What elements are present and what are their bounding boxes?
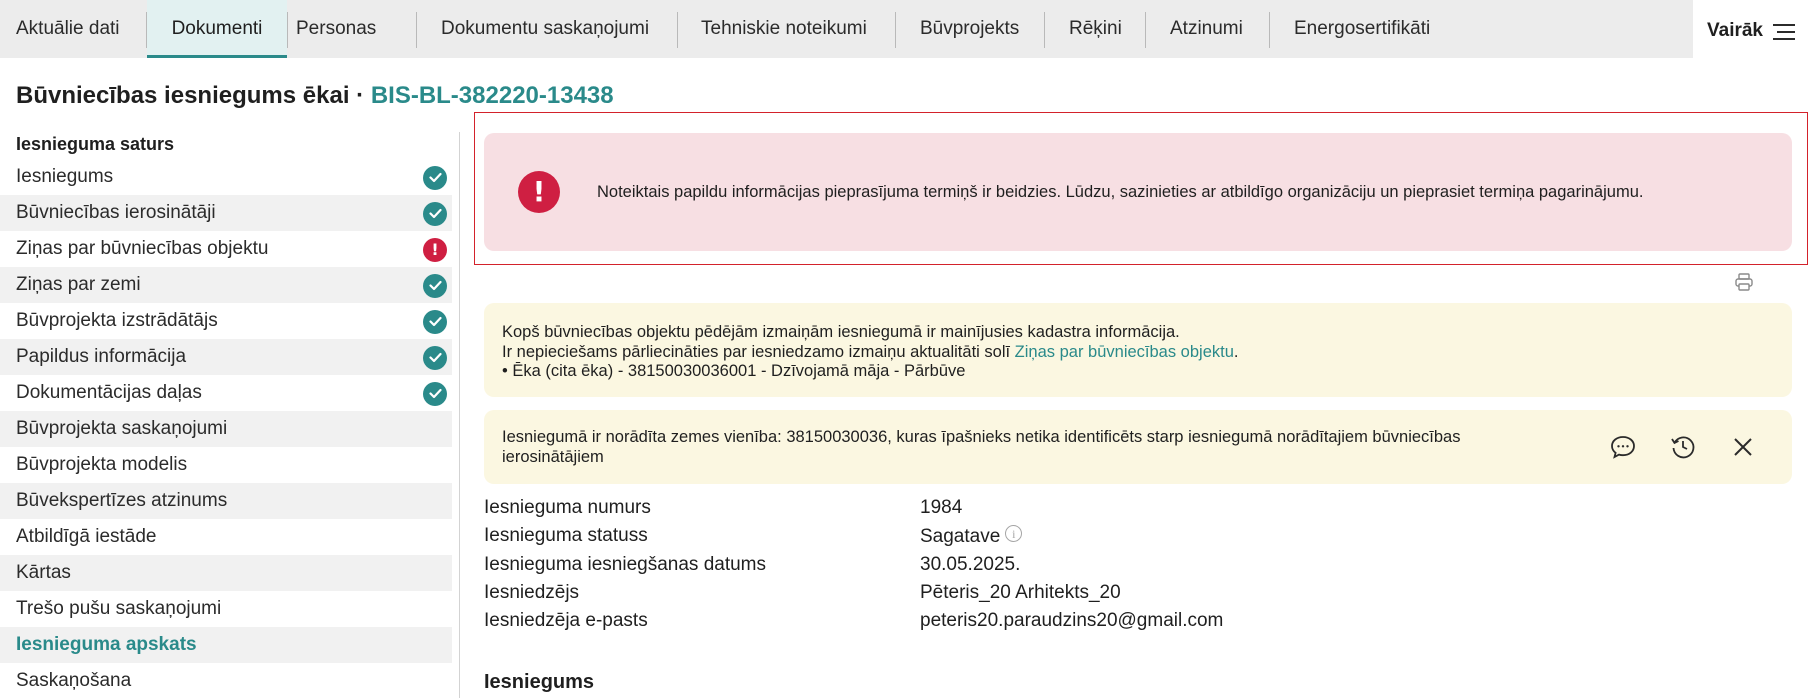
sidebar-item-label: Būvekspertīzes atzinums (16, 490, 228, 511)
land-owner-notice (484, 410, 1792, 484)
document-code: BIS-BL-382220-13438 (370, 82, 614, 109)
info-icon[interactable]: i (1005, 525, 1022, 542)
sidebar-divider (459, 132, 460, 698)
exclamation-circle-icon: ! (518, 171, 560, 213)
detail-label: Iesnieguma statuss (484, 525, 648, 546)
notice-line: Kopš būvniecības objektu pēdējām izmaiņām iesniegumā ir mainījusies kadastra informācija. (502, 323, 1180, 341)
notice-line: • Ēka (cita ēka) - 38150030036001 - Dzīvojamā māja - Pārbūve (502, 362, 966, 380)
tab-energosertifikati[interactable]: Energosertifikāti (1294, 18, 1431, 39)
notice-line (502, 343, 1774, 363)
check-circle-icon (423, 382, 447, 406)
tab-buvprojekts[interactable]: Būvprojekts (920, 18, 1020, 39)
detail-value: 1984 (920, 497, 963, 518)
chat-bubble-icon[interactable] (1608, 432, 1638, 462)
notice-text: Ir nepieciešams pārliecināties par iesniedzamo izmaiņu aktualitāti solī (502, 342, 1015, 361)
detail-value: Pēteris_20 Arhitekts_20 (920, 582, 1121, 603)
sidebar-item-label: Būvniecības ierosinātāji (16, 202, 216, 223)
sidebar-item[interactable] (0, 591, 452, 627)
detail-label: Iesniedzēja e-pasts (484, 610, 648, 631)
sidebar-item-label: Ziņas par būvniecības objektu (16, 238, 269, 259)
tab-separator (416, 12, 417, 48)
detail-label: Iesnieguma iesniegšanas datums (484, 554, 767, 575)
sidebar-item-label: Būvprojekta modelis (16, 454, 188, 475)
detail-label: Iesnieguma numurs (484, 497, 651, 518)
more-menu-button[interactable] (1693, 0, 1811, 58)
sidebar-item[interactable] (0, 555, 452, 591)
page-title (16, 82, 614, 110)
tab-separator (895, 12, 896, 48)
land-owner-notice-text: Iesniegumā ir norādīta zemes vienība: 38150030036, kuras īpašnieks netika identificēts starp iesniegumā norādītajiem būvniecības ierosinātājiem (502, 428, 1461, 466)
sidebar-item[interactable] (0, 231, 452, 267)
top-tab-bar (0, 0, 1811, 58)
sidebar-item-label: Būvprojekta izstrādātājs (16, 310, 218, 331)
section-title: Iesniegums (484, 671, 595, 693)
history-clock-icon[interactable] (1668, 432, 1698, 462)
object-info-link[interactable]: Ziņas par būvniecības objektu (1014, 342, 1234, 361)
sidebar-item[interactable] (0, 663, 452, 698)
sidebar-item-label: Ziņas par zemi (16, 274, 141, 295)
notice-text: . (1233, 342, 1239, 361)
check-circle-icon (423, 274, 447, 298)
sidebar-item[interactable] (0, 339, 452, 375)
tab-aktualie-dati[interactable]: Aktuālie dati (16, 18, 120, 39)
sidebar-item-label: Atbildīgā iestāde (16, 526, 157, 547)
check-circle-icon (423, 310, 447, 334)
check-circle-icon (423, 166, 447, 190)
sidebar-item[interactable] (0, 411, 452, 447)
error-alert-text: Noteiktais papildu informācijas pieprasījuma termiņš ir beidzies. Lūdzu, sazinieties ar atbildīgo organizāciju un pieprasiet termiņa pagarinājumu. (597, 183, 1644, 201)
sidebar-item[interactable] (0, 483, 452, 519)
sidebar-item[interactable] (0, 375, 452, 411)
detail-value: 30.05.2025. (920, 554, 1021, 575)
sidebar-item[interactable] (0, 303, 452, 339)
sidebar-item-label: Trešo pušu saskaņojumi (16, 598, 222, 619)
check-circle-icon (423, 202, 447, 226)
tab-dokumentu-saskanojumi[interactable]: Dokumentu saskaņojumi (441, 18, 650, 39)
detail-label: Iesniedzējs (484, 582, 580, 603)
tab-tehniskie-noteikumi[interactable]: Tehniskie noteikumi (701, 18, 867, 39)
tab-personas[interactable]: Personas (296, 18, 377, 39)
sidebar-item-label: Iesniegums (16, 166, 114, 187)
sidebar-item-label: Saskaņošana (16, 670, 132, 691)
detail-status-value (920, 525, 1022, 548)
sidebar-item-label: Kārtas (16, 562, 71, 583)
more-menu-label: Vairāk (1707, 20, 1763, 41)
check-circle-icon (423, 346, 447, 370)
sidebar-item[interactable] (0, 195, 452, 231)
sidebar-item[interactable] (0, 447, 452, 483)
error-alert (484, 133, 1792, 251)
tab-rekini[interactable]: Rēķini (1069, 18, 1122, 39)
printer-icon[interactable] (1734, 272, 1754, 297)
hamburger-menu-icon (1773, 24, 1795, 45)
status-value: Sagatave (920, 526, 1001, 547)
sidebar-item[interactable] (0, 267, 452, 303)
sidebar-item-label: Dokumentācijas daļas (16, 382, 202, 403)
tab-dokumenti[interactable]: Dokumenti (147, 0, 287, 58)
close-icon[interactable] (1728, 432, 1758, 462)
tab-separator (677, 12, 678, 48)
sidebar-item[interactable] (0, 159, 452, 195)
sidebar-item[interactable] (0, 627, 452, 663)
tab-atzinumi[interactable]: Atzinumi (1170, 18, 1243, 39)
sidebar-heading: Iesnieguma saturs (16, 134, 175, 154)
tab-separator (1044, 12, 1045, 48)
detail-value: peteris20.paraudzins20@gmail.com (920, 610, 1224, 631)
cadastre-change-notice (484, 303, 1792, 397)
exclamation-circle-icon: ! (423, 238, 447, 262)
page-title-text: Būvniecības iesniegums ēkai · (16, 82, 365, 109)
tab-separator (1145, 12, 1146, 48)
sidebar-item[interactable] (0, 519, 452, 555)
sidebar-item-label: Papildus informācija (16, 346, 187, 367)
tab-separator (1269, 12, 1270, 48)
sidebar-item-label: Būvprojekta saskaņojumi (16, 418, 228, 439)
sidebar-item-label: Iesnieguma apskats (16, 634, 197, 655)
